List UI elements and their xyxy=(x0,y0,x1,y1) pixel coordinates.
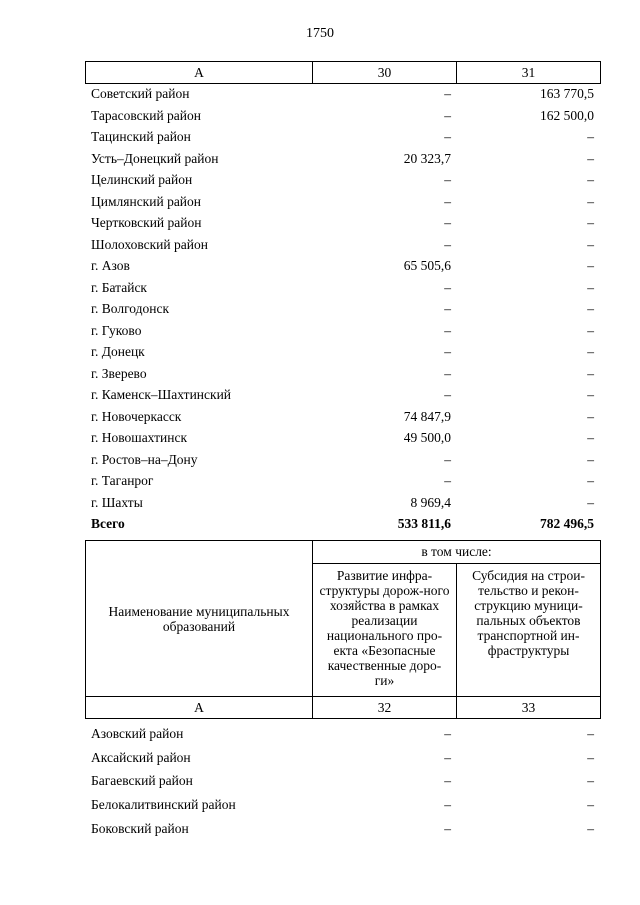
table-row xyxy=(85,191,600,213)
table-row xyxy=(85,406,600,428)
row-value-30: – xyxy=(444,129,451,144)
table-row xyxy=(85,298,600,320)
row-value-31: 162 500,0 xyxy=(540,107,594,123)
table2-header xyxy=(85,540,601,719)
row-value-30: – xyxy=(444,387,451,402)
table1-header xyxy=(85,61,601,84)
row-name: г. Таганрог xyxy=(91,473,154,488)
row-value-32: – xyxy=(444,773,451,789)
row-value-31: – xyxy=(587,279,594,295)
table-row xyxy=(85,169,600,191)
table-row xyxy=(85,105,600,127)
row-name: г. Новочеркасск xyxy=(91,408,182,424)
total-label: Всего xyxy=(91,516,125,531)
row-value-30: – xyxy=(444,193,451,209)
table-row xyxy=(85,492,600,514)
row-name: г. Азов xyxy=(91,258,130,273)
row-value-31: – xyxy=(587,150,594,166)
row-name: Цимлянский район xyxy=(91,193,202,209)
row-name: Боковский район xyxy=(91,820,189,836)
row-name: Тарасовский район xyxy=(91,107,201,123)
table-row xyxy=(85,277,600,299)
table1-body xyxy=(85,83,600,535)
row-value-30: – xyxy=(444,473,451,488)
row-name: Белокалитвинский район xyxy=(91,797,236,813)
table-row xyxy=(85,449,600,471)
table-row xyxy=(85,722,600,746)
row-name: г. Зверево xyxy=(91,365,147,381)
row-value-31: – xyxy=(587,408,594,424)
column-32-header: Развитие инфра-структуры дорож-ного хозяйства в рамках реализации национального про-екта «Безопасные качественные доро-ги» xyxy=(313,564,457,697)
row-value-30: – xyxy=(444,215,451,230)
row-value-31: – xyxy=(587,494,594,510)
row-value-30: – xyxy=(444,322,451,338)
row-name: г. Батайск xyxy=(91,279,147,295)
row-value-31: – xyxy=(587,473,594,488)
row-value-30: – xyxy=(444,86,451,101)
table1-header-col-a: А xyxy=(86,62,313,84)
row-value-30: 65 505,6 xyxy=(403,258,451,273)
row-value-33: – xyxy=(587,749,594,765)
row-value-30: – xyxy=(444,301,451,316)
row-value-30: – xyxy=(444,451,451,467)
row-name: г. Ростов–на–Дону xyxy=(91,451,198,467)
row-name: г. Волгодонск xyxy=(91,301,170,316)
row-value-30: – xyxy=(444,236,451,252)
table-row xyxy=(85,384,600,406)
row-name: Усть–Донецкий район xyxy=(91,150,219,166)
row-name: г. Новошахтинск xyxy=(91,430,187,445)
row-name: Советский район xyxy=(91,86,190,101)
table2-number-col-33: 33 xyxy=(457,697,601,719)
table-row xyxy=(85,148,600,170)
table-row xyxy=(85,427,600,449)
table-row xyxy=(85,320,600,342)
table-row xyxy=(85,793,600,817)
row-value-33: – xyxy=(587,820,594,836)
row-name: Аксайский район xyxy=(91,749,191,765)
row-value-31: – xyxy=(587,236,594,252)
table-row xyxy=(85,126,600,148)
row-value-31: – xyxy=(587,258,594,273)
row-value-31: – xyxy=(587,451,594,467)
table-row xyxy=(85,769,600,793)
row-value-31: – xyxy=(587,430,594,445)
row-value-31: – xyxy=(587,387,594,402)
table-row xyxy=(85,363,600,385)
table1-header-col-31: 31 xyxy=(457,62,601,84)
municipality-column-header: Наименование муниципальных образований xyxy=(86,541,313,697)
row-value-31: – xyxy=(587,193,594,209)
row-value-32: – xyxy=(444,820,451,836)
row-value-31: – xyxy=(587,365,594,381)
table-row xyxy=(85,817,600,841)
row-value-30: 8 969,4 xyxy=(410,494,451,510)
table-row xyxy=(85,746,600,770)
row-value-31: – xyxy=(587,215,594,230)
row-name: Целинский район xyxy=(91,172,193,187)
row-value-31: – xyxy=(587,301,594,316)
group-header: в том числе: xyxy=(313,541,601,564)
row-value-33: – xyxy=(587,773,594,789)
row-value-32: – xyxy=(444,797,451,813)
total-value-30: 533 811,6 xyxy=(397,516,451,531)
row-value-33: – xyxy=(587,726,594,741)
row-name: Шолоховский район xyxy=(91,236,208,252)
row-value-30: – xyxy=(444,365,451,381)
row-value-31: – xyxy=(587,172,594,187)
row-name: г. Каменск–Шахтинский xyxy=(91,387,232,402)
table-row xyxy=(85,83,600,105)
row-value-31: – xyxy=(587,129,594,144)
row-name: Чертковский район xyxy=(91,215,202,230)
row-value-33: – xyxy=(587,797,594,813)
table-row xyxy=(85,470,600,492)
row-name: г. Гуково xyxy=(91,322,142,338)
column-33-header: Субсидия на строи-тельство и рекон-струкцию муници-пальных объектов транспортной ин-фраструктуры xyxy=(457,564,601,697)
total-value-31: 782 496,5 xyxy=(540,516,594,531)
row-name: Азовский район xyxy=(91,726,184,741)
row-value-32: – xyxy=(444,749,451,765)
page-number: 1750 xyxy=(306,26,334,41)
row-value-30: 20 323,7 xyxy=(403,150,451,166)
row-value-30: 49 500,0 xyxy=(403,430,451,445)
row-name: г. Шахты xyxy=(91,494,143,510)
table2-body xyxy=(85,722,600,840)
row-name: Тацинский район xyxy=(91,129,191,144)
table-row xyxy=(85,234,600,256)
row-name: г. Донецк xyxy=(91,344,145,359)
total-row xyxy=(85,513,600,535)
table2-number-col-32: 32 xyxy=(313,697,457,719)
table-row xyxy=(85,341,600,363)
table-row xyxy=(85,255,600,277)
row-value-31: 163 770,5 xyxy=(540,86,594,101)
table1-header-col-30: 30 xyxy=(313,62,457,84)
table-row xyxy=(85,212,600,234)
row-value-32: – xyxy=(444,726,451,741)
row-value-30: – xyxy=(444,107,451,123)
table2-number-col-a: А xyxy=(86,697,313,719)
row-value-31: – xyxy=(587,344,594,359)
row-value-30: 74 847,9 xyxy=(403,408,451,424)
row-value-31: – xyxy=(587,322,594,338)
row-value-30: – xyxy=(444,344,451,359)
row-name: Багаевский район xyxy=(91,773,193,789)
row-value-30: – xyxy=(444,172,451,187)
row-value-30: – xyxy=(444,279,451,295)
